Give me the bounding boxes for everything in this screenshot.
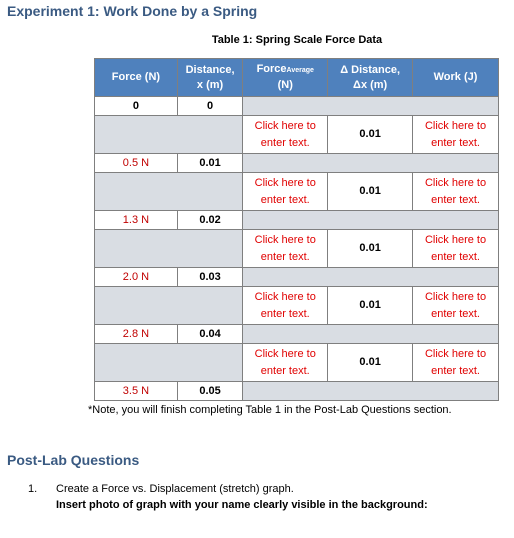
shaded-cell (95, 344, 243, 382)
table-header-row (95, 59, 499, 97)
header-distance-line1: Distance, (185, 63, 235, 76)
shaded-cell (243, 268, 499, 287)
table-row (95, 325, 499, 344)
force-cell: 1.3 N (95, 211, 178, 230)
experiment-title: Experiment 1: Work Done by a Spring (7, 3, 258, 19)
shaded-cell (95, 230, 243, 268)
header-distance-line2: x (m) (196, 78, 224, 91)
force-average-input[interactable] (243, 344, 328, 382)
force-average-input[interactable] (243, 230, 328, 268)
force-cell: 0 (95, 97, 178, 116)
question-1-text: Create a Force vs. Displacement (stretch) graph. (56, 483, 294, 495)
placeholder-line[interactable]: enter text. (260, 193, 310, 206)
table-row (95, 154, 499, 173)
postlab-title: Post-Lab Questions (7, 452, 140, 468)
placeholder-line[interactable]: enter text. (260, 250, 310, 263)
table-row (95, 268, 499, 287)
table-row (95, 344, 499, 382)
table-row (95, 382, 499, 401)
distance-cell: 0.04 (177, 325, 242, 344)
distance-cell: 0.01 (177, 154, 242, 173)
placeholder-line[interactable]: enter text. (431, 193, 480, 206)
placeholder-line[interactable]: Click here to (254, 176, 316, 189)
header-force-average-sub: Average (286, 67, 314, 74)
force-average-input[interactable] (243, 173, 328, 211)
question-1-number: 1. (28, 483, 38, 495)
work-input[interactable] (413, 287, 499, 325)
table-caption: Table 1: Spring Scale Force Data (211, 34, 383, 46)
placeholder-line[interactable]: enter text. (431, 136, 480, 149)
distance-cell: 0.03 (177, 268, 242, 287)
table-row (95, 230, 499, 268)
placeholder-line[interactable]: enter text. (260, 136, 310, 149)
force-average-input[interactable] (243, 287, 328, 325)
delta-distance-cell: 0.01 (328, 173, 413, 211)
distance-cell: 0.05 (177, 382, 242, 401)
shaded-cell (243, 154, 499, 173)
distance-cell: 0 (177, 97, 242, 116)
work-input[interactable] (413, 173, 499, 211)
force-cell: 2.0 N (95, 268, 178, 287)
header-work: Work (J) (413, 59, 499, 97)
placeholder-line[interactable]: enter text. (260, 307, 310, 320)
shaded-cell (243, 382, 499, 401)
placeholder-line[interactable]: Click here to (424, 119, 487, 132)
table-row (95, 116, 499, 154)
header-force: Force (N) (95, 59, 178, 97)
header-distance (177, 59, 242, 97)
placeholder-line[interactable]: enter text. (260, 364, 310, 377)
work-input[interactable] (413, 116, 499, 154)
placeholder-line[interactable]: enter text. (431, 364, 480, 377)
delta-distance-cell: 0.01 (328, 116, 413, 154)
delta-distance-cell: 0.01 (328, 287, 413, 325)
force-cell: 3.5 N (95, 382, 178, 401)
force-average-input[interactable] (243, 116, 328, 154)
placeholder-line[interactable]: enter text. (431, 307, 480, 320)
placeholder-line[interactable]: Click here to (254, 290, 316, 303)
placeholder-line[interactable]: Click here to (254, 119, 316, 132)
placeholder-line[interactable]: Click here to (424, 347, 487, 360)
header-force-average-main: Force (256, 63, 287, 75)
force-cell: 2.8 N (95, 325, 178, 344)
header-force-average (243, 59, 328, 97)
placeholder-line[interactable]: Click here to (424, 176, 487, 189)
table-row (95, 173, 499, 211)
table-note: *Note, you will finish completing Table 1 in the Post-Lab Questions section. (88, 404, 452, 416)
shaded-cell (243, 97, 499, 116)
placeholder-line[interactable]: enter text. (431, 250, 480, 263)
shaded-cell (243, 211, 499, 230)
force-cell: 0.5 N (95, 154, 178, 173)
shaded-cell (95, 287, 243, 325)
shaded-cell (243, 325, 499, 344)
work-input[interactable] (413, 230, 499, 268)
placeholder-line[interactable]: Click here to (254, 233, 316, 246)
header-delta-distance-line2: Δx (m) (353, 78, 388, 91)
header-delta-distance-line1: Δ Distance, (340, 63, 401, 76)
distance-cell: 0.02 (177, 211, 242, 230)
table-row (95, 211, 499, 230)
placeholder-line[interactable]: Click here to (424, 233, 487, 246)
placeholder-line[interactable]: Click here to (254, 347, 316, 360)
table-row (95, 97, 499, 116)
delta-distance-cell: 0.01 (328, 230, 413, 268)
work-input[interactable] (413, 344, 499, 382)
question-1-instruction: Insert photo of graph with your name clearly visible in the background: (56, 499, 428, 511)
delta-distance-cell: 0.01 (328, 344, 413, 382)
shaded-cell (95, 173, 243, 211)
table-row (95, 287, 499, 325)
header-force-average-unit: (N) (277, 79, 293, 91)
shaded-cell (95, 116, 243, 154)
placeholder-line[interactable]: Click here to (424, 290, 487, 303)
header-delta-distance (328, 59, 413, 97)
spring-force-table (94, 58, 499, 401)
